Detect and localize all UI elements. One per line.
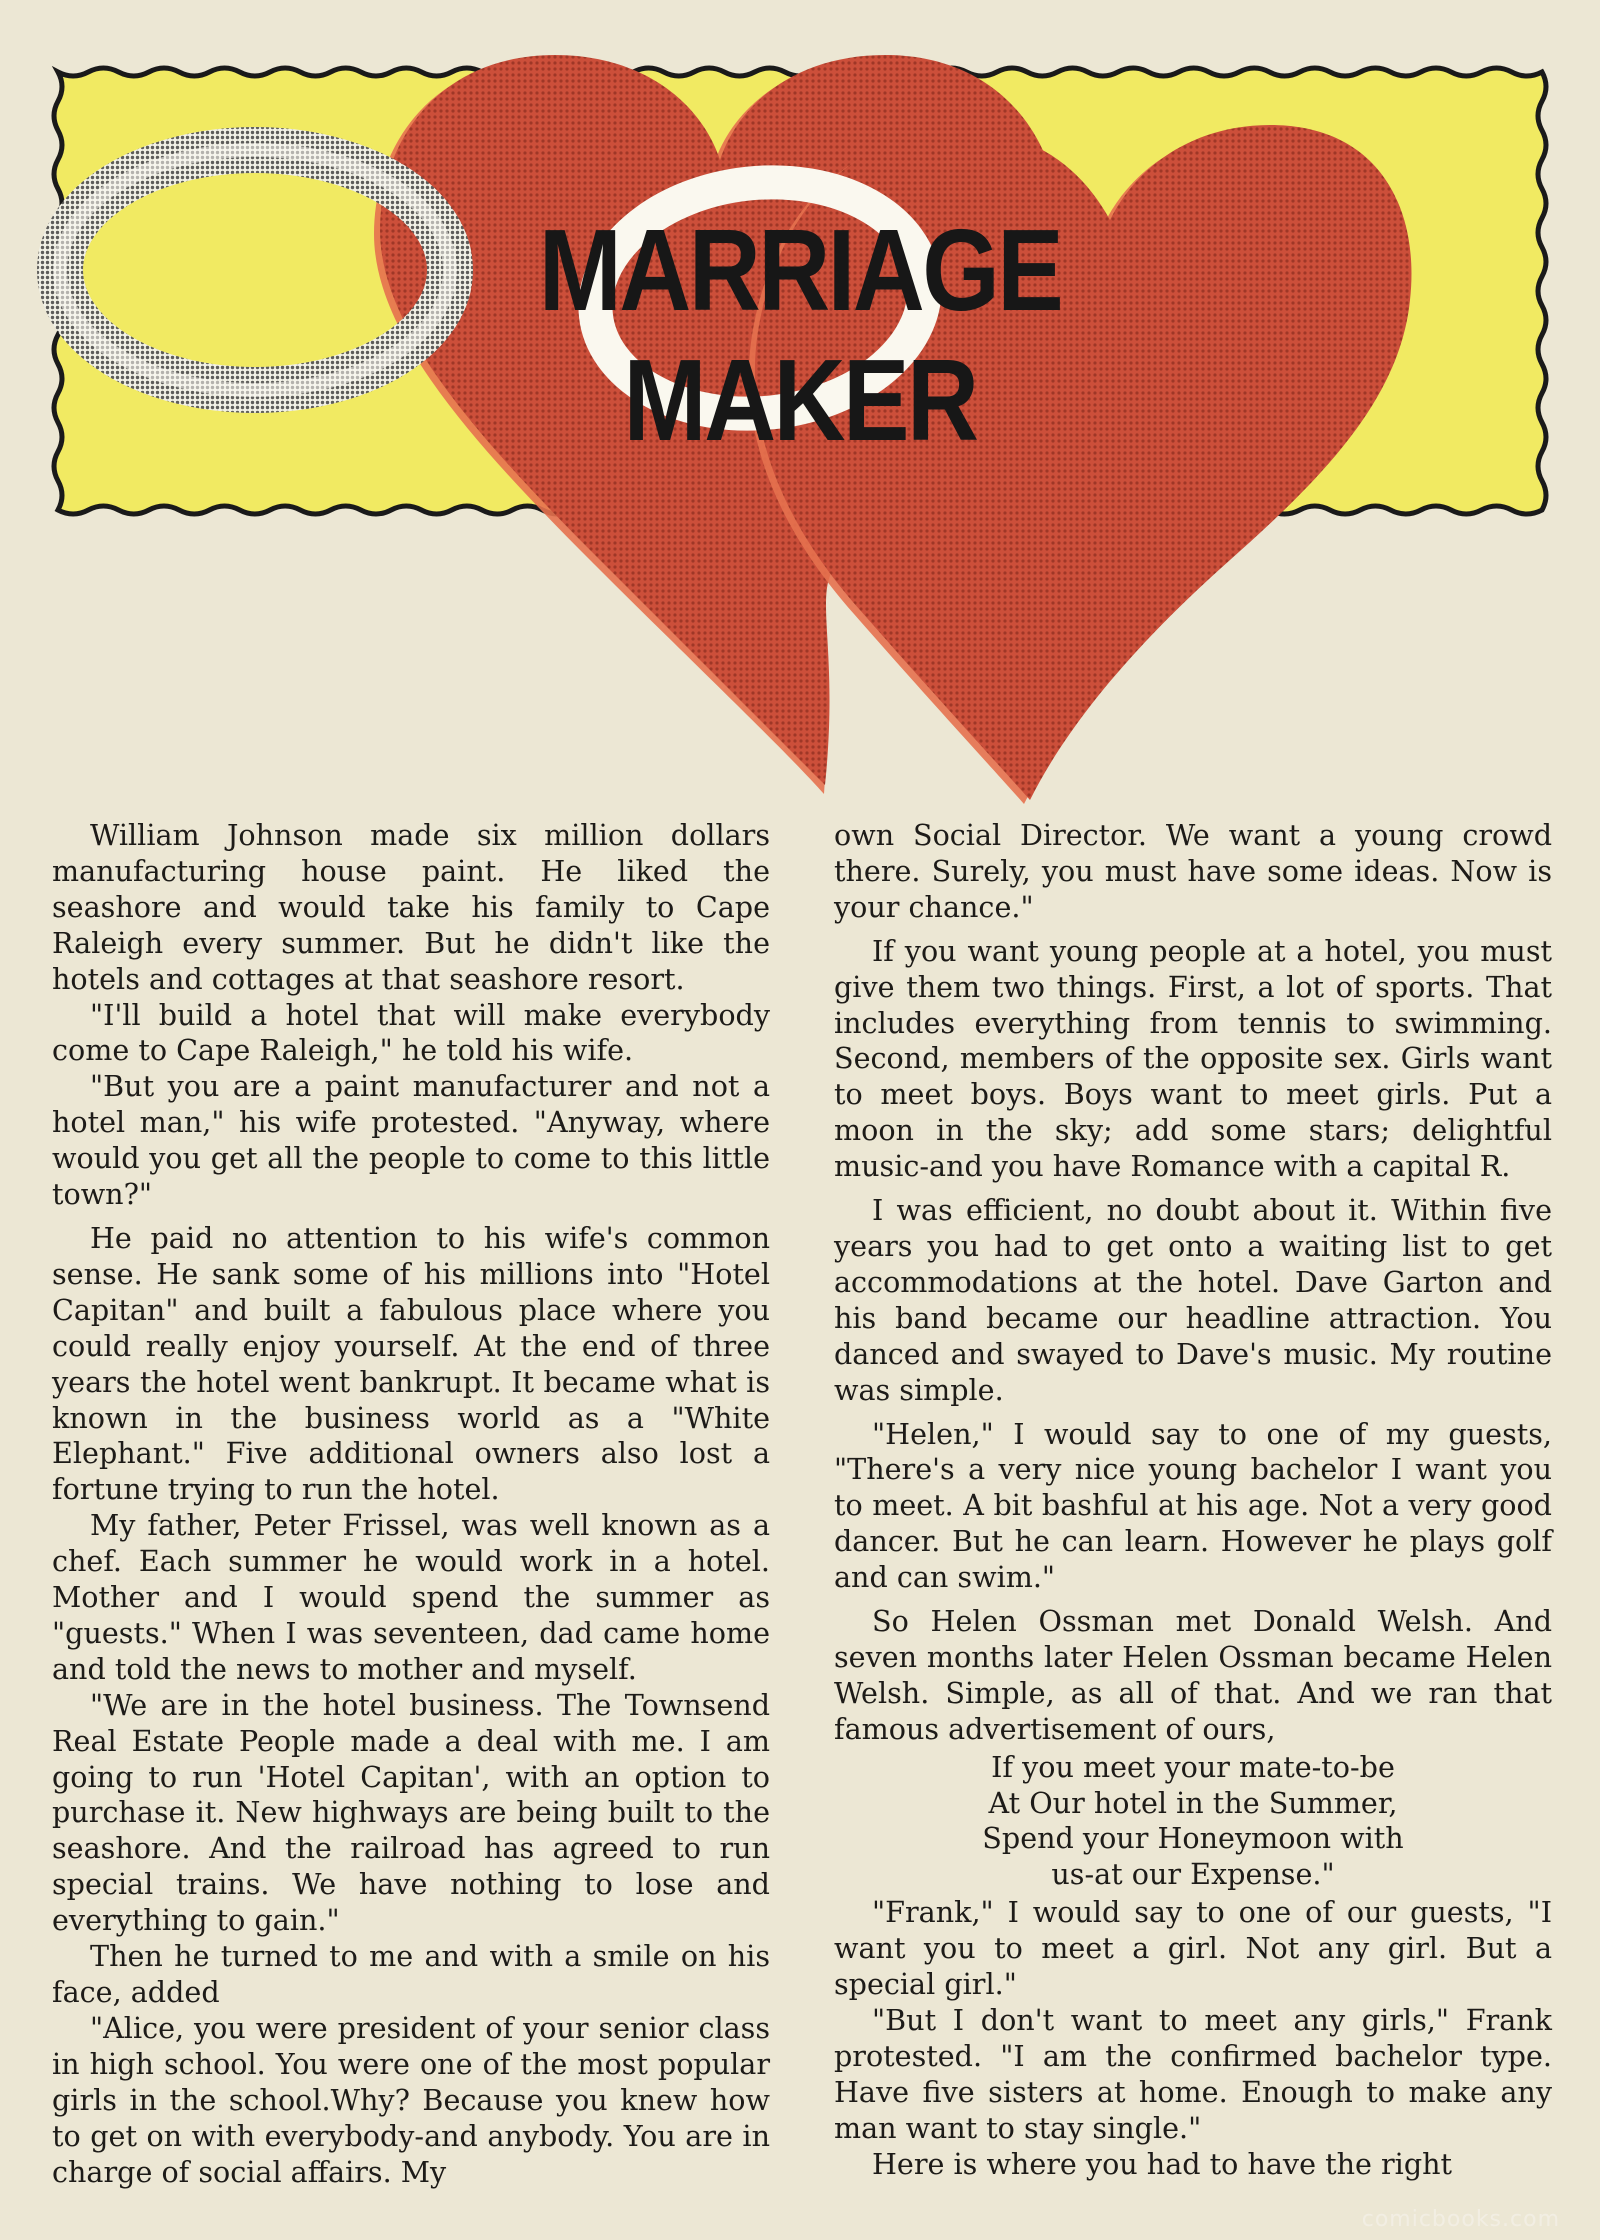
- paragraph: "But you are a paint manufacturer and not a hotel man," his wife protested. "Anyway, where would you get all the people to come to this little town?": [52, 1069, 770, 1212]
- paragraph: own Social Director. We want a young crowd there. Surely, you must have some ideas. Now is your chance.": [834, 818, 1552, 924]
- paragraph: "Helen," I would say to one of my guests, "There's a very nice young bachelor I want you to meet. A bit bashful at his age. Not a very good dancer. But he can learn. However he plays golf and can swim.": [834, 1416, 1552, 1595]
- watermark-credit: comicbooks.com: [1361, 2207, 1560, 2232]
- paragraph: William Johnson made six million dollars manufacturing house paint. He liked the seashore and would take his family to Cape Raleigh every summer. But he didn't like the hotels and cottages at that seashore resort.: [52, 818, 770, 996]
- paragraph: I was efficient, no doubt about it. Within five years you had to get onto a waiting list to get accommodations at the hotel. Dave Garton and his band became our headline attraction. You danced and swayed to Dave's music. My routine was simple.: [834, 1193, 1552, 1407]
- paragraph: If you want young people at a hotel, you must give them two things. First, a lot of sports. That includes everything from tennis to swimming. Second, members of the opposite sex. Girls want to meet boys. Boys want to meet girls. Put a moon in the sky; add some stars; delightful music-and you have Romance with a capital R.: [834, 933, 1552, 1184]
- paragraph: "Frank," I would say to one of our guests, "I want you to meet a girl. Not any girl. But a special girl.": [834, 1895, 1552, 2002]
- verse-line: us-at our Expense.": [1051, 1857, 1335, 1892]
- paragraph: My father, Peter Frissel, was well known as a chef. Each summer he would work in a hotel. Mother and I would spend the summer as "guests." When I was seventeen, dad came home and told the news to mother and myself.: [52, 1508, 770, 1686]
- paragraph: So Helen Ossman met Donald Welsh. And seven months later Helen Ossman became Helen Welsh. Simple, as all of that. And we ran that famous advertisement of ours,: [834, 1604, 1552, 1746]
- article-column-right: [834, 818, 1552, 2183]
- paragraph: Here is where you had to have the right: [872, 2146, 1453, 2181]
- page-title: MARRIAGE MAKER: [538, 205, 1062, 465]
- paragraph: "Alice, you were president of your senior class in high school. You were one of the most popular girls in the school.Why? Because you knew how to get on with everybody-and anybody. You are in charge of social affairs. My: [52, 2010, 770, 2189]
- verse-line: If you meet your mate-to-be: [991, 1749, 1395, 1784]
- advertisement-verse: [834, 1750, 1552, 1894]
- paragraph: "We are in the hotel business. The Townsend Real Estate People made a deal with me. I am going to run 'Hotel Capitan', with an option to purchase it. New highways are being built to the seashore. And the railroad has agreed to run special trains. We have nothing to lose and everything to gain.": [52, 1687, 770, 1938]
- paragraph: "But I don't want to meet any girls," Frank protested. "I am the confirmed bachelor type. Have five sisters at home. Enough to make any man want to stay single.": [834, 2003, 1552, 2145]
- paragraph: He paid no attention to his wife's common sense. He sank some of his millions into "Hotel Capitan" and built a fabulous place where you could really enjoy yourself. At the end of three years the hotel went bankrupt. It became what is known in the business world as a "White Elephant." Five additional owners also lost a fortune trying to run the hotel.: [52, 1220, 770, 1507]
- article-column-left: [52, 818, 770, 2190]
- verse-line: At Our hotel in the Summer,: [988, 1785, 1398, 1820]
- verse-line: Spend your Honeymoon with: [982, 1821, 1404, 1856]
- paragraph: Then he turned to me and with a smile on his face, added: [52, 1939, 770, 2009]
- paragraph: "I'll build a hotel that will make everybody come to Cape Raleigh," he told his wife.: [52, 997, 770, 1068]
